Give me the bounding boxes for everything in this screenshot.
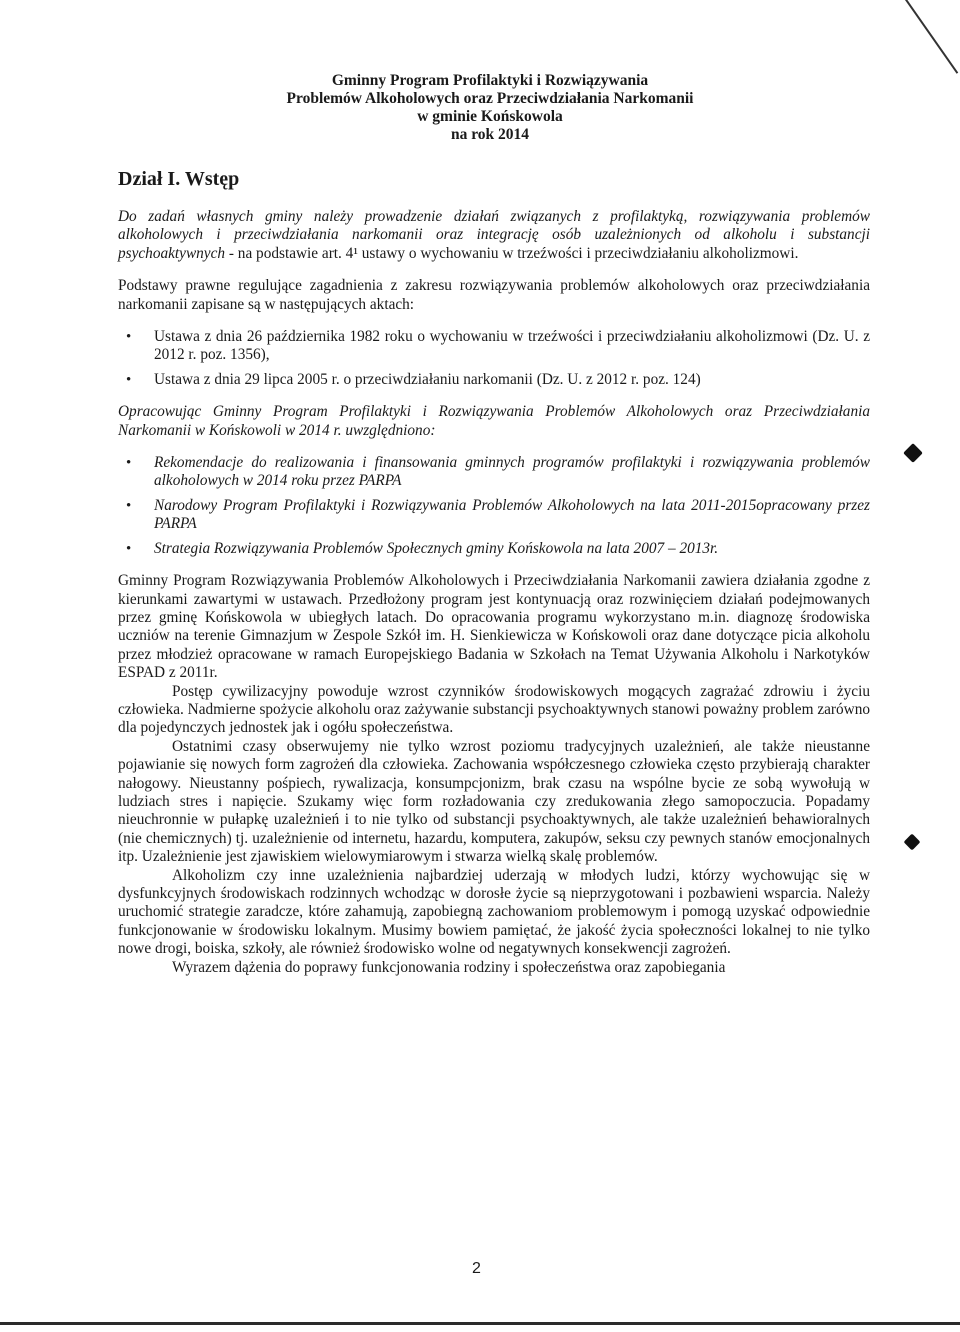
section-title: Dział I. Wstęp bbox=[118, 168, 240, 190]
considered-sources-list bbox=[118, 454, 870, 558]
document-content bbox=[118, 208, 870, 977]
scan-artifact-bottom-edge bbox=[0, 1322, 960, 1325]
list-item: • Ustawa z dnia 29 lipca 2005 r. o przeciwdziałaniu narkomanii (Dz. U. z 2012 r. poz. 124) bbox=[154, 371, 870, 389]
header-line-2: Problemów Alkoholowych oraz Przeciwdziałania Narkomanii bbox=[286, 90, 694, 107]
body-paragraph: Alkoholizm czy inne uzależnienia najbardziej uderzają w młodych ludzi, którzy wychowując się w dysfunkcyjnych środowiskach rodzinnych wchodząc w dorosłe życie są nieprzygotowani i pozbawieni wsparcia. Należy uruchomić strategie zaradcze, które zahamują, zapobiegną zachowaniom problemowym i pomogą uzyskać odpowiednie funkcjonowanie w środowisku lokalnym. Musimy bowiem pamiętać, że jakość życia społeczności lokalnej to nie tylko nowe drogi, boiska, szkoły, ale również środowisko wolne od negatywnych konsekwencji zagrożeń. bbox=[118, 866, 870, 958]
body-paragraph: Wyrazem dążenia do poprawy funkcjonowania rodziny i społeczeństwa oraz zapobiegania bbox=[172, 958, 726, 976]
header-line-1: Gminny Program Profilaktyki i Rozwiązywania bbox=[331, 72, 649, 89]
page-number: 2 bbox=[472, 1260, 481, 1277]
list-item: • Ustawa z dnia 26 października 1982 roku o wychowaniu w trzeźwości i przeciwdziałaniu alkoholizmowi (Dz. U. z 2012 r. poz. 1356), bbox=[154, 328, 870, 365]
intro-paragraph bbox=[118, 208, 870, 263]
scan-artifact-mark bbox=[903, 443, 923, 463]
intro-italic-text: Do zadań własnych gminy należy prowadzenie działań związanych z profilaktyką, rozwiązywania problemów alkoholowych i przeciwdziałania narkomanii oraz integrację osób uzależnionych od alkoholu i substancji psychoaktywnych bbox=[118, 208, 870, 262]
list-item: • Strategia Rozwiązywania Problemów Społecznych gminy Końskowola na lata 2007 – 2013r. bbox=[154, 540, 870, 558]
legal-basis-paragraph: Podstawy prawne regulujące zagadnienia z zakresu rozwiązywania problemów alkoholowych oraz przeciwdziałania narkomanii zapisane są w następujących aktach: bbox=[118, 277, 870, 313]
scan-artifact-line bbox=[905, 0, 958, 74]
body-paragraph: Ostatnimi czasy obserwujemy nie tylko wzrost poziomu tradycyjnych uzależnień, ale także nieustanne pojawianie się nowych form zagrożeń dla człowieka. Zachowania współczesnego człowieka często przybierają charakter nałogowy. Nieustanny pośpiech, rywalizacja, konsumpcjonizm, brak czasu na wspólne bycie ze sobą wywołują w ludziach stres i napięcie. Szukamy więc form rozładowania czy zredukowania złego samopoczucia. Popadamy nieuchronnie w pułapkę uzależnień i to nie tylko od substancji psychoaktywnych, ale także uzależnień behawioralnych (nie chemicznych) tj. uzależnienie od internetu, hazardu, komputera, zakupów, seksu czy pewnych stanów emocjonalnych itp. Uzależnienie jest zjawiskiem wielowymiarowym i stwarza wielką skalę problemów. bbox=[118, 737, 870, 866]
document-header bbox=[240, 72, 740, 144]
body-paragraph: Gminny Program Rozwiązywania Problemów Alkoholowych i Przeciwdziałania Narkomanii zawiera działania zgodne z kierunkami zawartymi w ustawach. Przedłożony program jest kontynuacją oraz rozwinięciem działań podejmowanych przez gminę Końskowola w ubiegłych latach. Do opracowania programu wykorzystano m.in. diagnozę środowiska uczniów na terenie Gimnazjum w Zespole Szkół im. H. Sienkiewicza w Końskowoli oraz dane dotyczące picia alkoholu przez młodzież opracowane w ramach Europejskiego Badania w Szkołach na Temat Używania Alkoholu i Narkotyków ESPAD z 2011r. bbox=[118, 572, 870, 682]
intro-normal-text: - na podstawie art. 4¹ ustawy o wychowaniu w trzeźwości i przeciwdziałaniu alkoholizmowi. bbox=[225, 244, 799, 262]
body-paragraph: Postęp cywilizacyjny powoduje wzrost czynników środowiskowych mogących zagrażać zdrowiu i życiu człowieka. Nadmierne spożycie alkoholu oraz zażywanie substancji psychoaktywnych stanowi poważny problem zarówno dla pojedynczych jednostek jak i ogółu społeczeństwa. bbox=[118, 682, 870, 737]
header-line-4: na rok 2014 bbox=[450, 126, 530, 143]
list-item: • Narodowy Program Profilaktyki i Rozwiązywania Problemów Alkoholowych na lata 2011-2015opracowany przez PARPA bbox=[154, 497, 870, 534]
legal-acts-list bbox=[118, 328, 870, 389]
scan-artifact-mark bbox=[904, 834, 921, 851]
header-line-3: w gminie Końskowola bbox=[417, 108, 563, 125]
considered-paragraph: Opracowując Gminny Program Profilaktyki i Rozwiązywania Problemów Alkoholowych oraz Przeciwdziałania Narkomanii w Końskowoli w 2014 r. uwzględniono: bbox=[118, 403, 870, 439]
list-item: • Rekomendacje do realizowania i finansowania gminnych programów profilaktyki i rozwiązywania problemów alkoholowych w 2014 roku przez PARPA bbox=[154, 454, 870, 491]
